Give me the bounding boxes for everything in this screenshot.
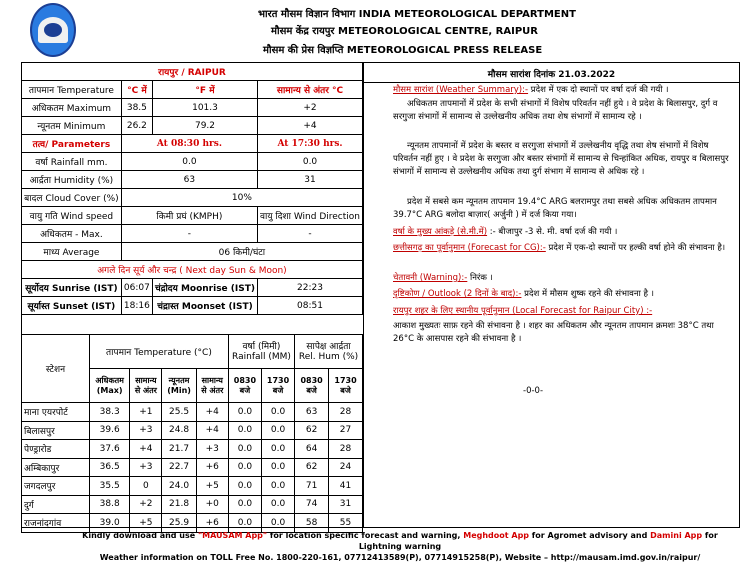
summary-title-rule: [363, 82, 740, 83]
station-value: 0.0: [261, 514, 294, 533]
footer-text-a: Kindly download and use: [82, 531, 198, 540]
sunset-value: 18:16: [121, 297, 152, 315]
col-rain-1730: 1730 बजे: [261, 369, 294, 403]
station-value: 35.5: [90, 477, 130, 496]
outlook-text: प्रदेश में मौसम शुष्क रहने की संभावना है ।: [521, 289, 654, 299]
rain-main-text: :- बीजापुर -3 से. मी. वर्षा दर्ज की गयी ।: [487, 227, 618, 237]
station-value: 27: [329, 421, 363, 440]
rainfall-label: वर्षा Rainfall mm.: [22, 153, 122, 171]
station-name: जगदलपुर: [22, 477, 90, 496]
raipur-table: [21, 62, 363, 315]
station-value: 39.0: [90, 514, 130, 533]
station-value: 31: [329, 495, 363, 514]
temp-header-c: °C में: [121, 81, 152, 99]
header-line-1: भारत मौसम विज्ञान विभाग INDIA METEOROLOGICAL DEPARTMENT: [258, 9, 576, 20]
station-value: 24.8: [162, 421, 196, 440]
station-value: 24.0: [162, 477, 196, 496]
station-value: 24: [329, 458, 363, 477]
station-name: राजनांदगांव: [22, 514, 90, 533]
rain-main: [393, 226, 733, 239]
station-value: 64: [295, 440, 329, 459]
footer: [60, 530, 740, 563]
station-value: 0.0: [228, 514, 261, 533]
max-f: 101.3: [152, 99, 257, 117]
rh-col-header: सापेक्ष आर्द्रता Rel. Hum (%): [295, 335, 363, 369]
moonrise-value: 22:23: [258, 279, 363, 297]
station-col-header: स्टेशन: [22, 335, 90, 403]
weather-summary-text: प्रदेश में एक दो स्थानों पर वर्षा दर्ज की गयी ।: [528, 85, 669, 95]
temp-header-dep: सामान्य से अंतर °C: [258, 81, 363, 99]
station-value: 0.0: [261, 421, 294, 440]
mausam-app-link[interactable]: "MAUSAM App": [197, 531, 268, 540]
station-row: [22, 403, 363, 422]
station-value: +4: [196, 421, 228, 440]
moonset-value: 08:51: [258, 297, 363, 315]
wind-direction-label: वायु दिशा Wind Direction: [258, 207, 363, 225]
station-value: +4: [196, 403, 228, 422]
min-label: न्यूनतम Minimum: [22, 117, 122, 135]
station-name: अम्बिकापुर: [22, 458, 90, 477]
wind-max-label: अधिकतम - Max.: [22, 225, 122, 243]
station-name: पेण्ड्रारोड: [22, 440, 90, 459]
warning-text: निरंक ।: [467, 273, 493, 283]
station-value: 22.7: [162, 458, 196, 477]
local-forecast-text: आकाश मुख्यतः साफ़ रहने की संभावना है । शहर का अधिकतम और न्यूनतम तापमान क्रमशः 38°C तथा 26°C के आसपास रहने की संभावना है ।: [393, 321, 714, 344]
stations-table: [21, 334, 363, 533]
station-row: [22, 477, 363, 496]
station-value: 0.0: [228, 403, 261, 422]
col-rh-0830: 0830 बजे: [295, 369, 329, 403]
station-name: माना एयरपोर्ट: [22, 403, 90, 422]
station-value: 38.3: [90, 403, 130, 422]
station-value: 74: [295, 495, 329, 514]
station-value: 25.9: [162, 514, 196, 533]
station-value: 0.0: [261, 403, 294, 422]
station-row: [22, 421, 363, 440]
station-value: +3: [196, 440, 228, 459]
wind-avg-value: 06 किमी/घंटा: [121, 243, 362, 261]
forecast-cg-text: प्रदेश में एक-दो स्थानों पर हल्की वर्षा होने की संभावना है।: [545, 243, 726, 253]
wind-speed-unit: किमी प्रघं (KMPH): [121, 207, 257, 225]
min-dep: +4: [258, 117, 363, 135]
col-rain-0830: 0830 बजे: [228, 369, 261, 403]
end-mark: -0-0-: [523, 386, 544, 396]
rainfall-0830: 0.0: [121, 153, 257, 171]
station-value: +3: [130, 421, 162, 440]
station-value: +5: [130, 514, 162, 533]
station-value: +3: [130, 458, 162, 477]
footer-line-2: [60, 552, 740, 563]
footer-contact: Weather information on TOLL Free No. 1800-220-161, 07712413589(P), 07714915258(P), Website –: [99, 553, 551, 562]
col-max: अधिकतम (Max): [90, 369, 130, 403]
station-row: [22, 495, 363, 514]
min-f: 79.2: [152, 117, 257, 135]
header-line-2: मौसम केंद्र रायपुर METEOROLOGICAL CENTRE, RAIPUR: [271, 26, 538, 37]
station-value: 0.0: [228, 477, 261, 496]
station-value: +5: [196, 477, 228, 496]
station-value: 36.5: [90, 458, 130, 477]
sunrise-value: 06:07: [121, 279, 152, 297]
station-value: 39.6: [90, 421, 130, 440]
at-1730: At 17:30 hrs.: [258, 135, 363, 153]
outlook: [393, 288, 733, 301]
station-value: 38.8: [90, 495, 130, 514]
station-value: 0.0: [228, 421, 261, 440]
col-max-dep: सामान्य से अंतर: [130, 369, 162, 403]
station-value: 62: [295, 421, 329, 440]
footer-line-1: [60, 530, 740, 552]
wind-max-speed: -: [121, 225, 257, 243]
station-value: 21.8: [162, 495, 196, 514]
footer-text-d: for Lightning warning: [358, 531, 718, 551]
forecast-cg: [393, 242, 733, 255]
station-row: [22, 440, 363, 459]
station-value: 71: [295, 477, 329, 496]
station-name: दुर्ग: [22, 495, 90, 514]
station-value: 0.0: [228, 440, 261, 459]
weather-summary-label: मौसम सारांश (Weather Summary):-: [393, 85, 529, 95]
moonrise-label: चंद्रोदय Moonrise (IST): [152, 279, 257, 297]
station-value: 21.7: [162, 440, 196, 459]
station-value: +2: [130, 495, 162, 514]
max-c: 38.5: [121, 99, 152, 117]
damini-app-link[interactable]: Damini App: [650, 531, 703, 540]
station-value: 63: [295, 403, 329, 422]
local-forecast: [393, 305, 733, 318]
station-value: 0: [130, 477, 162, 496]
rain-col-header: वर्षा (मिमी) Rainfall (MM): [228, 335, 294, 369]
station-value: 28: [329, 440, 363, 459]
summary-title: मौसम सारांश दिनांक 21.03.2022: [487, 70, 616, 80]
station-value: 0.0: [228, 458, 261, 477]
station-value: +6: [196, 458, 228, 477]
col-rh-1730: 1730 बजे: [329, 369, 363, 403]
temp-header-f: °F में: [152, 81, 257, 99]
wind-avg-label: माध्य Average: [22, 243, 122, 261]
station-value: 0.0: [261, 477, 294, 496]
station-value: 0.0: [261, 458, 294, 477]
local-forecast-label: रायपुर शहर के लिए स्थानीय पूर्वानुमान (Local Forecast for Raipur City) :-: [393, 306, 653, 316]
warning-label: चेतावनी (Warning):-: [393, 273, 468, 283]
humidity-0830: 63: [121, 171, 257, 189]
station-value: +6: [196, 514, 228, 533]
moonset-label: चंद्रास्त Moonset (IST): [152, 297, 257, 315]
station-value: +1: [130, 403, 162, 422]
station-value: 0.0: [261, 440, 294, 459]
footer-text-b: for location specific forecast and warning,: [267, 531, 464, 540]
temp-col-header: तापमान Temperature (°C): [90, 335, 229, 369]
rain-main-label: वर्षा के मुख्य आंकड़े (से.मी.में): [393, 227, 488, 237]
temp-header-label: तापमान Temperature: [22, 81, 122, 99]
min-c: 26.2: [121, 117, 152, 135]
cloud-label: बादल Cloud Cover (%): [22, 189, 122, 207]
forecast-cg-label: छत्तीसगढ़ का पूर्वानुमान (Forecast for CG):-: [393, 243, 546, 253]
wind-max-direction: -: [258, 225, 363, 243]
page-header: [0, 0, 746, 62]
station-value: 25.5: [162, 403, 196, 422]
summary-para-3: प्रदेश में सबसे कम न्यूनतम तापमान 19.4°C ARG बलरामपुर तथा सबसे अधिक अधिकतम तापमान 39.7°C ARG बलोदा बाज़ार( अर्जुनी ) में दर्ज किया गया।: [393, 197, 717, 220]
station-name: बिलासपुर: [22, 421, 90, 440]
station-row: [22, 458, 363, 477]
station-value: 55: [329, 514, 363, 533]
station-value: 28: [329, 403, 363, 422]
footer-text-c: for Agromet advisory and: [529, 531, 651, 540]
header-line-3: मौसम की प्रेस विज्ञप्ति METEOROLOGICAL PRESS RELEASE: [263, 45, 543, 56]
params-label: तत्व/ Parameters: [22, 135, 122, 153]
station-value: 37.6: [90, 440, 130, 459]
station-value: +0: [196, 495, 228, 514]
station-value: 41: [329, 477, 363, 496]
max-dep: +2: [258, 99, 363, 117]
rainfall-1730: 0.0: [258, 153, 363, 171]
summary-para-1: अधिकतम तापमानों में प्रदेश के सभी संभागों में विशेष परिवर्तन नहीं हुये । वे प्रदेश के बिलासपुर, दुर्ग व सरगुजा संभागों में सामान्य से उल्लेखनीय अधिक तथा शेष संभागों में सामान्य रहे ।: [393, 99, 718, 122]
meghdoot-app-link[interactable]: Meghdoot App: [463, 531, 530, 540]
station-value: 0.0: [228, 495, 261, 514]
city-title: रायपुर / RAIPUR: [22, 63, 363, 81]
summary-panel: [363, 62, 740, 528]
station-value: 58: [295, 514, 329, 533]
station-value: +4: [130, 440, 162, 459]
max-label: अधिकतम Maximum: [22, 99, 122, 117]
website-link[interactable]: http://mausam.imd.gov.in/raipur/: [550, 553, 701, 562]
wind-speed-label: वायु गति Wind speed: [22, 207, 122, 225]
weather-summary: [393, 84, 733, 97]
humidity-1730: 31: [258, 171, 363, 189]
sunmoon-title: अगले दिन सूर्य और चन्द्र ( Next day Sun & Moon): [22, 261, 363, 279]
warning: [393, 272, 733, 285]
sunrise-label: सूर्योदय Sunrise (IST): [22, 279, 122, 297]
station-value: 0.0: [261, 495, 294, 514]
outlook-label: दृष्टिकोण / Outlook (2 दिनों के बाद):-: [393, 289, 522, 299]
imd-emblem-icon: [30, 3, 76, 57]
at-0830: At 08:30 hrs.: [121, 135, 257, 153]
col-min: न्यूनतम (Min): [162, 369, 196, 403]
summary-para-2: न्यूनतम तापमानों में प्रदेश के बस्तर व सरगुजा संभागों में उल्लेखनीय वृद्धि तथा शेष संभागों में विशेष परिवर्तन नहीं हुए । वे प्रदेश के सरगुजा और बस्तर संभागों में सामान्य से चिन्हांकित अधिक, रायपुर व बिलासपुर संभागों में सामान्य से उल्लेखनीय अधिक तथा दुर्ग संभाग में सामान्य से अधिक रहे ।: [393, 141, 729, 177]
humidity-label: आर्द्रता Humidity (%): [22, 171, 122, 189]
col-min-dep: सामान्य से अंतर: [196, 369, 228, 403]
station-value: 62: [295, 458, 329, 477]
cloud-value: 10%: [121, 189, 362, 207]
sunset-label: सूर्यास्त Sunset (IST): [22, 297, 122, 315]
